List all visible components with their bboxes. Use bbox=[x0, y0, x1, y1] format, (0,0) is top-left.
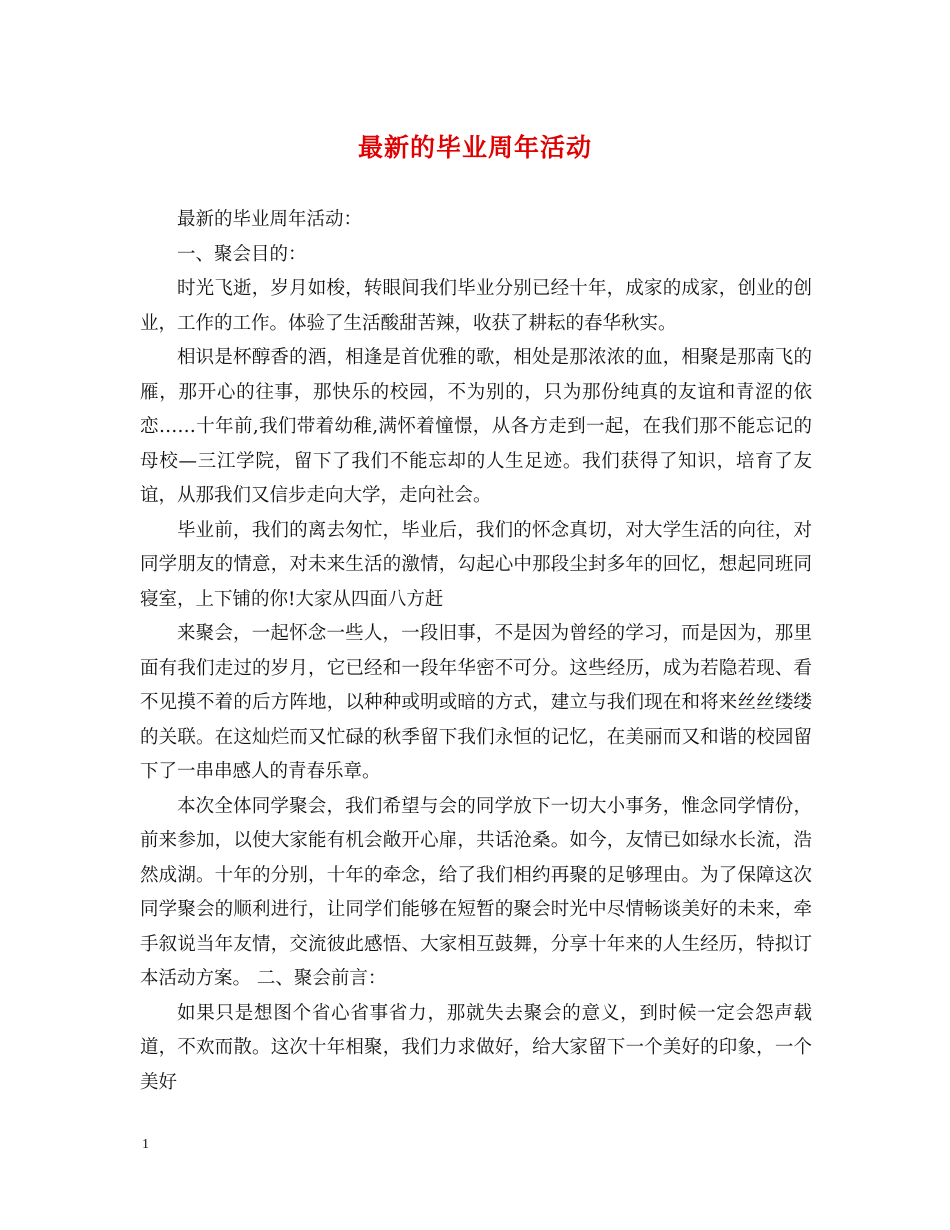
page-number: 1 bbox=[142, 1137, 149, 1152]
paragraph-intro: 最新的毕业周年活动： bbox=[177, 209, 363, 230]
paragraph: 相识是杯醇香的酒，相逢是首优雅的歌，相处是那浓浓的血，相聚是那南飞的雁，那开心的往事，那快乐的校园，不为别的，只为那份纯真的友谊和青涩的依恋……十年前,我们带着幼稚,满怀着憧憬，从各方走到一起，在我们那不能忘记的母校—三江学院，留下了我们不能忘却的人生足迹。我们获得了知识，培育了友谊，从那我们又信步走向大学，走向社会。 bbox=[140, 347, 812, 506]
document-title: 最新的毕业周年活动 bbox=[357, 133, 592, 162]
document-body bbox=[140, 203, 812, 1100]
paragraph: 毕业前，我们的离去匆忙，毕业后，我们的怀念真切，对大学生活的向往，对同学朋友的情意，对未来生活的激情，勾起心中那段尘封多年的回忆，想起同班同寝室，上下铺的你!大家从四面八方赶 bbox=[140, 519, 812, 610]
paragraph: 来聚会，一起怀念一些人，一段旧事，不是因为曾经的学习，而是因为，那里面有我们走过的岁月，它已经和一段年华密不可分。这些经历，成为若隐若现、看不见摸不着的后方阵地，以种种或明或暗的方式，建立与我们现在和将来丝丝缕缕的关联。在这灿烂而又忙碌的秋季留下我们永恒的记忆，在美丽而又和谐的校园留下了一串串感人的青春乐章。 bbox=[140, 623, 812, 782]
paragraph: 本次全体同学聚会，我们希望与会的同学放下一切大小事务，惟念同学情份，前来参加，以使大家能有机会敞开心扉，共话沧桑。如今，友情已如绿水长流，浩然成湖。十年的分别，十年的牵念，给了我们相约再聚的足够理由。为了保障这次同学聚会的顺利进行，让同学们能够在短暂的聚会时光中尽情畅谈美好的未来，牵手叙说当年友情，交流彼此感悟、大家相互鼓舞，分享十年来的人生经历，特拟订本活动方案。 二、聚会前言： bbox=[140, 795, 812, 989]
paragraph: 如果只是想图个省心省事省力，那就失去聚会的意义，到时候一定会怨声载道，不欢而散。这次十年相聚，我们力求做好，给大家留下一个美好的印象，一个美好 bbox=[140, 1002, 812, 1093]
paragraph: 时光飞逝，岁月如梭，转眼间我们毕业分别已经十年，成家的成家，创业的创业，工作的工作。体验了生活酸甜苦辣，收获了耕耘的春华秋实。 bbox=[140, 278, 812, 334]
paragraph-heading-purpose: 一、聚会目的： bbox=[177, 243, 307, 265]
